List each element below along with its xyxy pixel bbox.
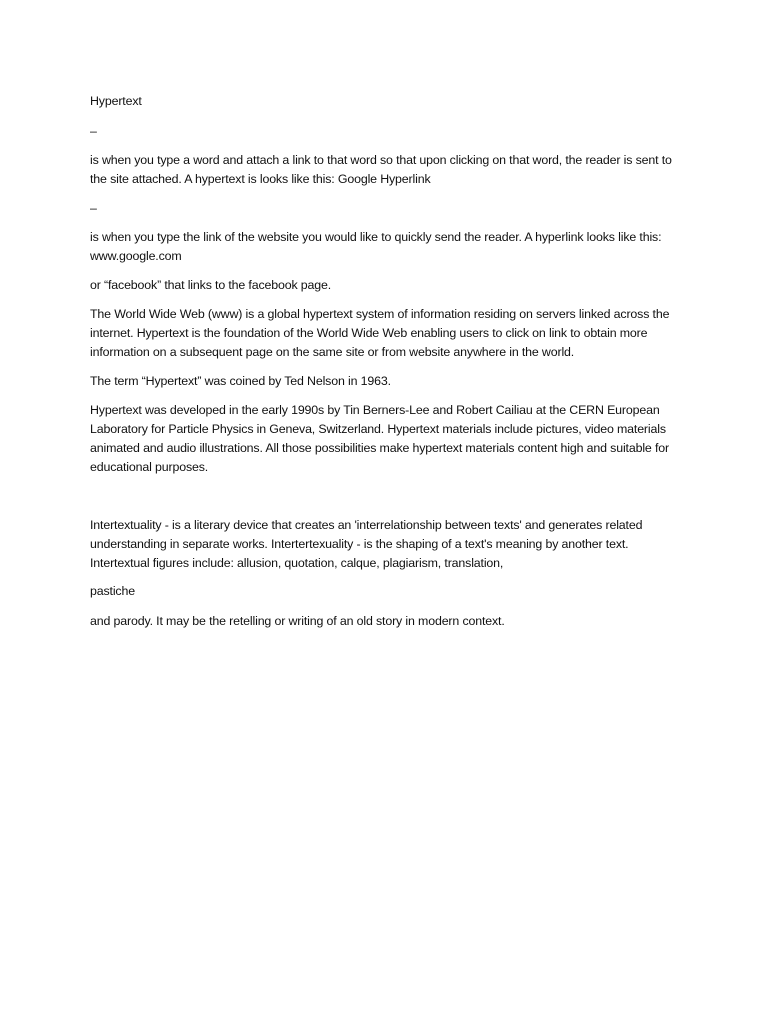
paragraph-pastiche: pastiche <box>90 584 135 598</box>
paragraph-hypertext-history: Hypertext was developed in the early 1990s by Tin Berners-Lee and Robert Cailiau at the CERN European Laboratory for Particle Physics in Geneva, Switzerland. Hypertext materials include pictures, video materials animated and audio illustrations. All those possibilities make hypertext materials content high and suitable for educational purposes. <box>90 403 669 474</box>
paragraph-term-coined: The term “Hypertext” was coined by Ted Nelson in 1963. <box>90 374 391 388</box>
paragraph-intertextuality: Intertextuality - is a literary device that creates an 'interrelationship between texts' and generates related understanding in separate works. Intertertexuality - is the shaping of a text's meaning by another text. Intertextual figures include: allusion, quotation, calque, plagiarism, translation, <box>90 518 643 570</box>
paragraph-parody: and parody. It may be the retelling or writing of an old story in modern context. <box>90 614 505 628</box>
paragraph-facebook: or “facebook” that links to the facebook page. <box>90 278 332 292</box>
paragraph-world-wide-web: The World Wide Web (www) is a global hypertext system of information residing on servers linked across the internet. Hypertext is the foundation of the World Wide Web enabling users to click on link to obtain more information on a subsequent page on the same site or from website anywhere in the world. <box>90 307 670 359</box>
paragraph-hyperlink-definition: is when you type the link of the website you would like to quickly send the reader. A hyperlink looks like this: www.google.com <box>90 230 662 263</box>
dash-line-2: – <box>90 201 97 215</box>
paragraph-hypertext-definition: is when you type a word and attach a link to that word so that upon clicking on that word, the reader is sent to the site attached. A hypertext is looks like this: Google Hyperlink <box>90 153 672 186</box>
dash-line-1: – <box>90 124 97 138</box>
heading-hypertext: Hypertext <box>90 94 142 108</box>
